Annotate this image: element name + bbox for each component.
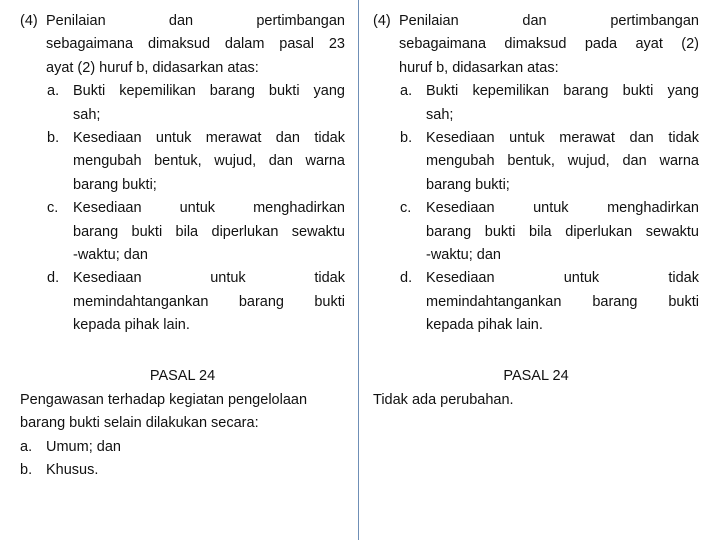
left-subitem-a-line2: sah;: [73, 106, 101, 123]
right-subitem-c-line2: barang bukti bila diperlukan sewaktu: [426, 223, 699, 240]
left-subitem-c-line2: barang bukti bila diperlukan sewaktu: [73, 223, 345, 240]
right-item4-line1: (4) Penilaian dan pertimbangan: [373, 10, 699, 33]
right-subitem-d-line3: kepada pihak lain.: [426, 317, 543, 334]
left-pasal-item-a: a. Umum; dan: [20, 438, 121, 455]
right-column: [373, 10, 699, 412]
left-subitem-d-line2: memindahtangankan barang bukti: [73, 293, 345, 310]
left-subitem-a-line1: a. Bukti kepemilikan barang bukti yang: [47, 83, 345, 100]
right-item4-line2: sebagaimana dimaksud pada ayat (2): [399, 36, 699, 53]
left-item4-marker: (4): [20, 13, 38, 29]
right-subitem-c-line1: c. Kesediaan untuk menghadirkan: [400, 200, 699, 217]
left-subitem-d-line3: kepada pihak lain.: [73, 317, 190, 334]
left-pasal-item-b: b. Khusus.: [20, 462, 99, 479]
left-item4-line2: sebagaimana dimaksud dalam pasal 23: [46, 36, 345, 53]
right-subitem-b-line2: mengubah bentuk, wujud, dan warna: [426, 153, 699, 170]
right-subitem-d-line2: memindahtangankan barang bukti: [426, 293, 699, 310]
left-pasal-line1: Pengawasan terhadap kegiatan pengelolaan: [20, 391, 308, 408]
right-subitem-a-line1: a. Bukti kepemilikan barang bukti yang: [400, 83, 699, 100]
left-item4-line3: ayat (2) huruf b, didasarkan atas:: [46, 59, 259, 76]
right-subitem-d-line1: d. Kesediaan untuk tidak: [400, 270, 699, 287]
right-subitem-b-line3: barang bukti;: [426, 176, 510, 193]
left-item4-line1: (4) Penilaian dan pertimbangan: [20, 10, 345, 33]
left-subitem-b-line2: mengubah bentuk, wujud, dan warna: [73, 153, 345, 170]
left-subitem-c-line1: c. Kesediaan untuk menghadirkan: [47, 200, 345, 217]
left-subitem-c-line3: -waktu; dan: [73, 246, 148, 263]
right-subitem-b-line1: b. Kesediaan untuk merawat dan tidak: [400, 129, 699, 146]
right-pasal-title: PASAL 24: [503, 368, 569, 385]
right-subitem-c-line3: -waktu; dan: [426, 246, 501, 263]
right-pasal-text: Tidak ada perubahan.: [373, 391, 514, 408]
left-pasal-title: PASAL 24: [149, 368, 216, 385]
left-subitem-b-line3: barang bukti;: [73, 176, 157, 193]
right-item4-marker: (4): [373, 13, 391, 29]
left-pasal-line2: barang bukti selain dilakukan secara:: [20, 415, 259, 432]
left-column: [20, 10, 345, 482]
left-subitem-b-line1: b. Kesediaan untuk merawat dan tidak: [47, 129, 345, 146]
column-divider: [358, 0, 359, 540]
right-subitem-a-line2: sah;: [426, 106, 454, 123]
left-subitem-d-line1: d. Kesediaan untuk tidak: [47, 270, 345, 287]
right-item4-line3: huruf b, didasarkan atas:: [399, 59, 559, 76]
